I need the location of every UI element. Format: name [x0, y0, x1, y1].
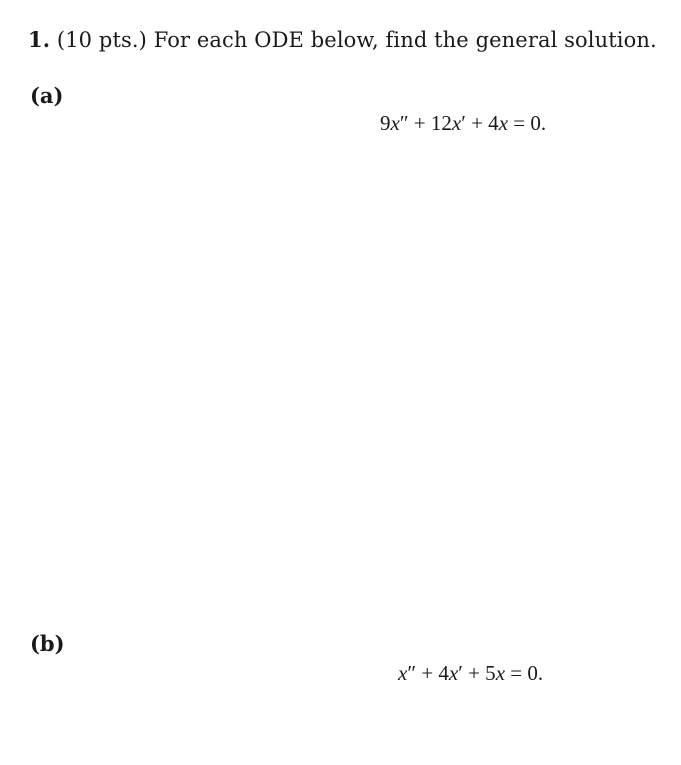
equation-a: 9x″ + 12x′ + 4x = 0. — [380, 111, 547, 135]
problem-statement — [28, 27, 657, 52]
part-a-label: (a) — [30, 83, 64, 108]
problem-text: (10 pts.) For each ODE below, find the general solution. — [56, 28, 657, 52]
problem-number: 1. — [28, 27, 51, 52]
part-b-label: (b) — [30, 631, 65, 656]
equation-b: x″ + 4x′ + 5x = 0. — [398, 661, 544, 685]
